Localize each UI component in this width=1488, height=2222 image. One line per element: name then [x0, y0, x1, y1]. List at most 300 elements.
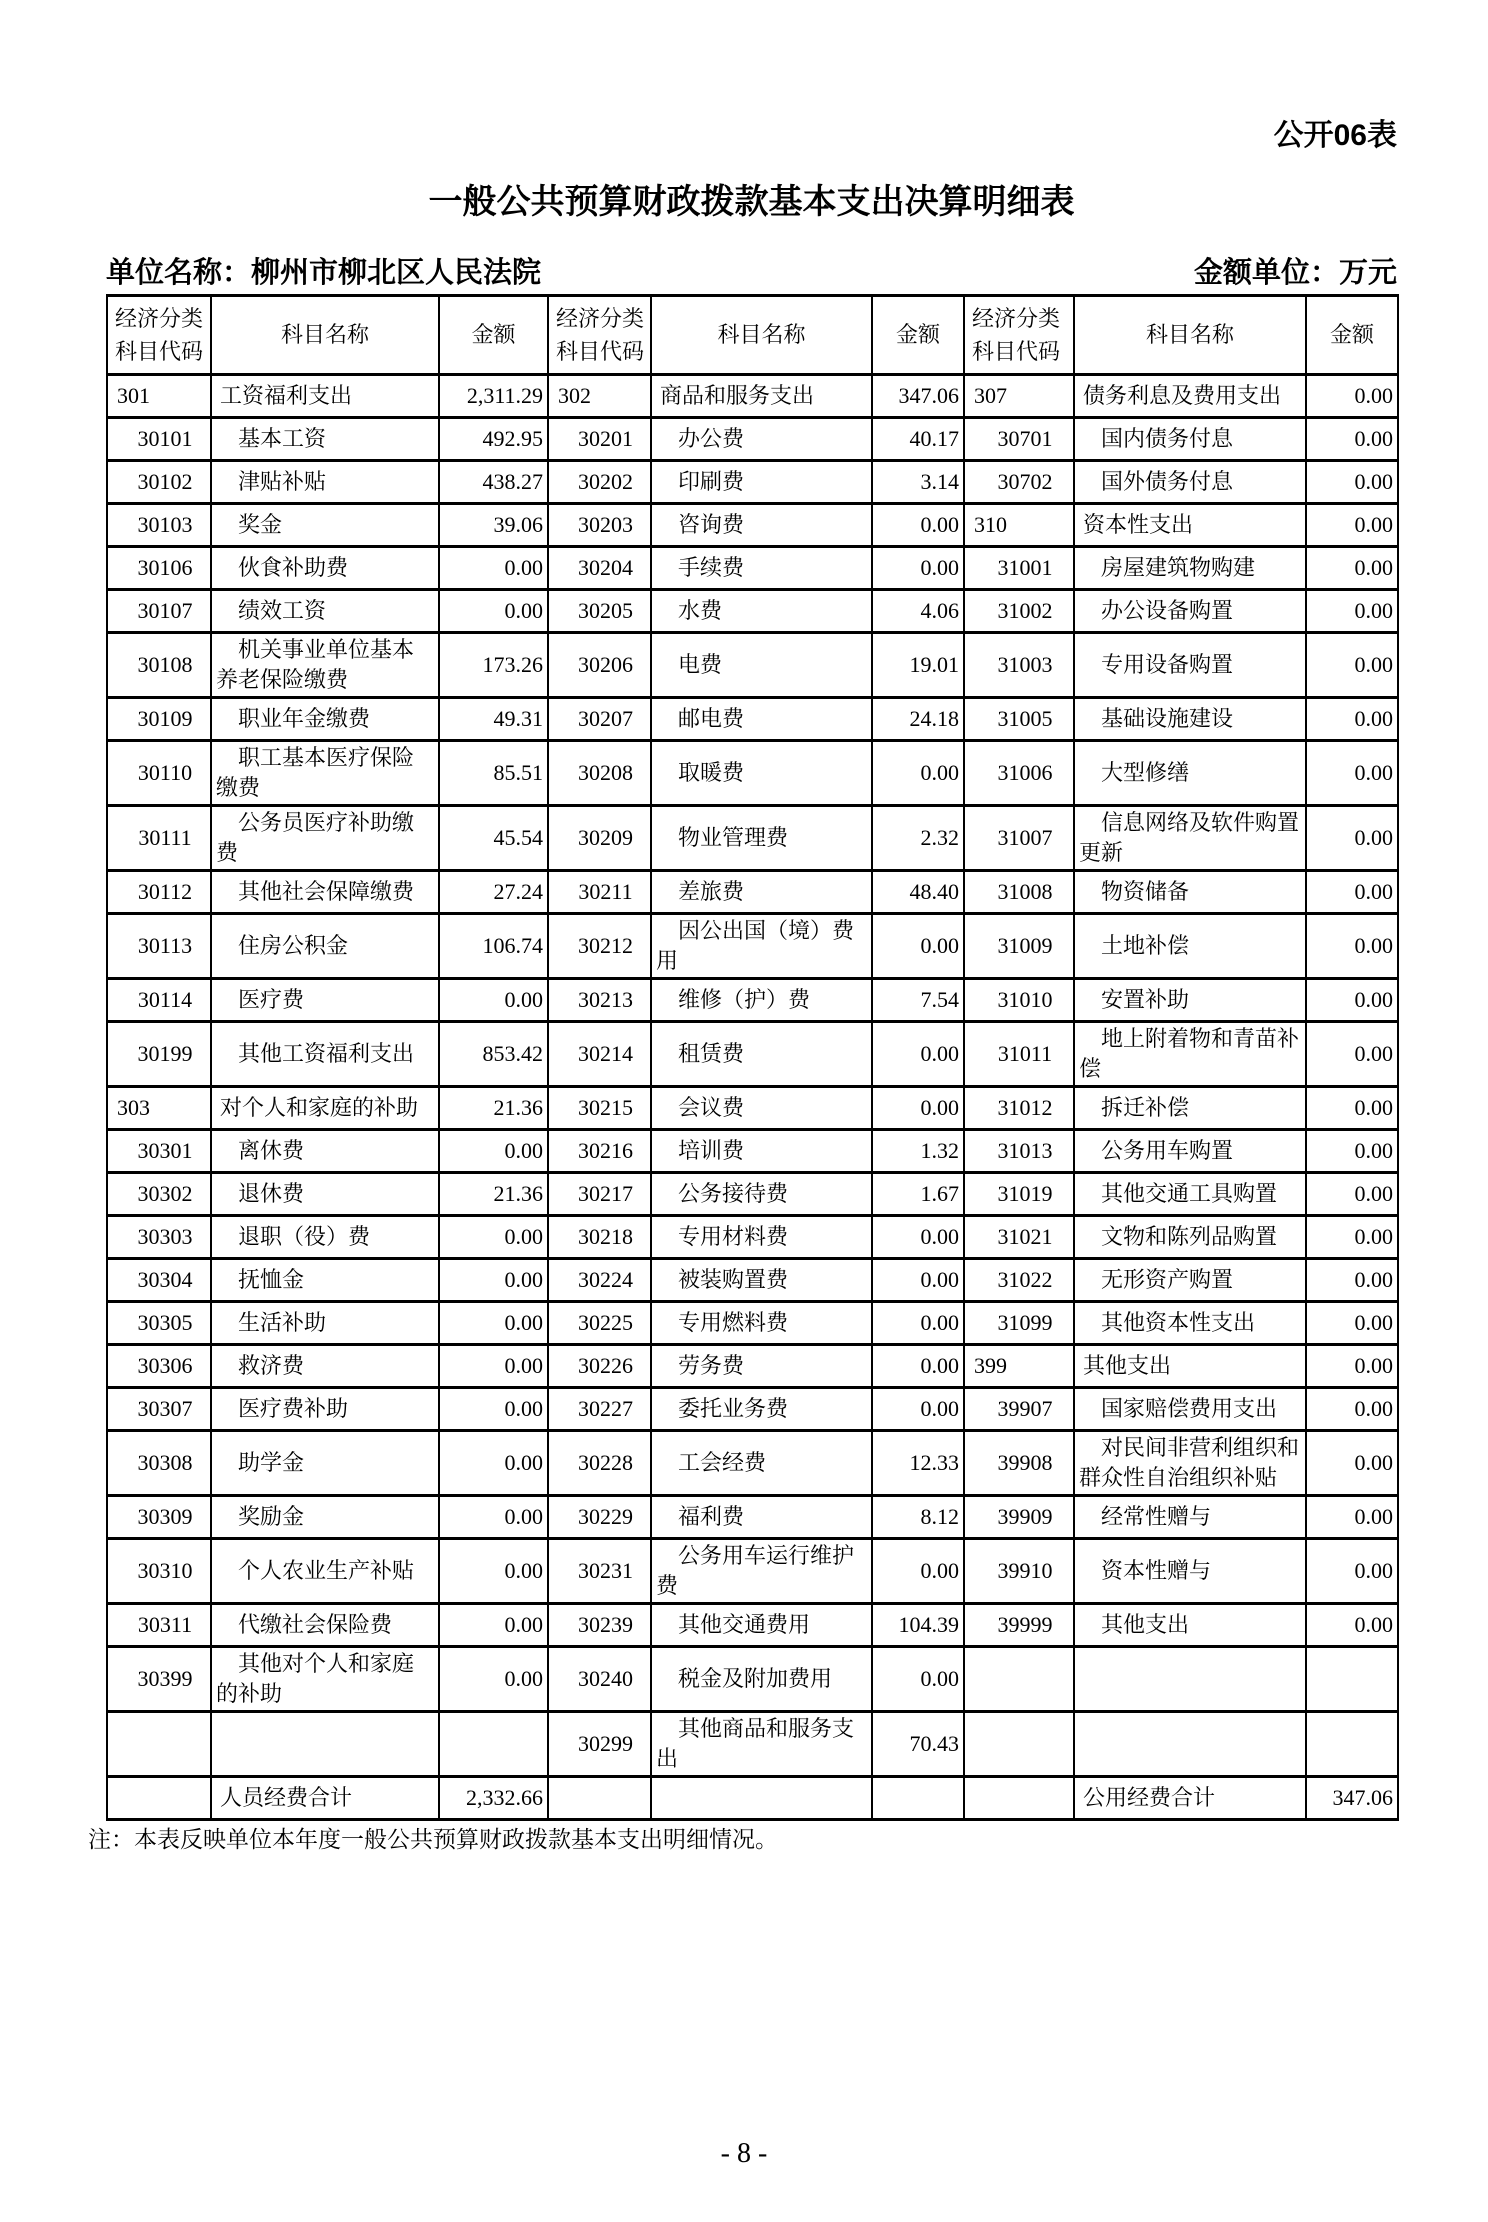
header-econ-code-line2: 科目代码 [115, 339, 204, 364]
econ-code-cell: 30201 [548, 418, 651, 461]
econ-code-cell: 30299 [548, 1712, 651, 1777]
amount-cell: 0.00 [872, 1302, 964, 1345]
amount-cell [1306, 1712, 1398, 1777]
amount-cell: 0.00 [872, 1259, 964, 1302]
subject-name-cell: 个人农业生产补贴 [211, 1539, 439, 1604]
econ-code-cell [964, 1647, 1074, 1712]
econ-code-cell: 310 [964, 504, 1074, 547]
econ-code-cell: 30103 [107, 504, 211, 547]
header-econ-code [964, 296, 1074, 375]
doc-label: 公开06表 [1273, 119, 1397, 152]
header-subject-name: 科目名称 [651, 296, 872, 375]
subject-name-cell: 伙食补助费 [211, 547, 439, 590]
econ-code-cell: 30309 [107, 1496, 211, 1539]
subject-name-cell: 信息网络及软件购置更新 [1074, 806, 1306, 871]
table-row [107, 1496, 1398, 1539]
amount-cell: 438.27 [439, 461, 548, 504]
amount-cell: 7.54 [872, 979, 964, 1022]
econ-code-cell: 31010 [964, 979, 1074, 1022]
amount-cell: 106.74 [439, 914, 548, 979]
table-row [107, 1388, 1398, 1431]
econ-code-cell: 30303 [107, 1216, 211, 1259]
subject-name-cell: 其他交通费用 [651, 1604, 872, 1647]
amount-cell: 39.06 [439, 504, 548, 547]
econ-code-cell: 30206 [548, 633, 651, 698]
econ-code-cell: 399 [964, 1345, 1074, 1388]
amount-cell: 0.00 [1306, 698, 1398, 741]
subject-name-cell: 退休费 [211, 1173, 439, 1216]
econ-code-cell: 30306 [107, 1345, 211, 1388]
econ-code-cell: 30114 [107, 979, 211, 1022]
table-row [107, 590, 1398, 633]
econ-code-cell [548, 1777, 651, 1820]
econ-code-cell: 30310 [107, 1539, 211, 1604]
econ-code-cell: 30204 [548, 547, 651, 590]
header-amount: 金额 [872, 296, 964, 375]
econ-code-cell: 30239 [548, 1604, 651, 1647]
econ-code-cell: 30205 [548, 590, 651, 633]
subject-name-cell: 大型修缮 [1074, 741, 1306, 806]
amount-cell: 0.00 [1306, 1302, 1398, 1345]
econ-code-cell: 30218 [548, 1216, 651, 1259]
subject-name-cell: 其他支出 [1074, 1345, 1306, 1388]
subject-name-cell: 津贴补贴 [211, 461, 439, 504]
econ-code-cell: 30110 [107, 741, 211, 806]
subject-name-cell: 医疗费 [211, 979, 439, 1022]
table-row [107, 633, 1398, 698]
amount-cell: 19.01 [872, 633, 964, 698]
econ-code-cell: 30229 [548, 1496, 651, 1539]
amount-cell: 0.00 [439, 1345, 548, 1388]
amount-cell: 0.00 [439, 1539, 548, 1604]
subject-name-cell: 专用燃料费 [651, 1302, 872, 1345]
subject-name-cell: 对个人和家庭的补助 [211, 1087, 439, 1130]
subject-name-cell: 税金及附加费用 [651, 1647, 872, 1712]
subject-name-cell: 退职（役）费 [211, 1216, 439, 1259]
econ-code-cell: 31012 [964, 1087, 1074, 1130]
header-subject-name: 科目名称 [1074, 296, 1306, 375]
amount-cell: 0.00 [1306, 871, 1398, 914]
subject-name-cell: 委托业务费 [651, 1388, 872, 1431]
amount-unit: 金额单位：万元 [1193, 257, 1397, 289]
table-row [107, 1431, 1398, 1496]
econ-code-cell: 30203 [548, 504, 651, 547]
subject-name-cell: 物资储备 [1074, 871, 1306, 914]
amount-cell: 0.00 [439, 1604, 548, 1647]
header-amount: 金额 [439, 296, 548, 375]
table-row [107, 1259, 1398, 1302]
amount-cell: 0.00 [1306, 1216, 1398, 1259]
table-row [107, 1130, 1398, 1173]
subject-name-cell: 住房公积金 [211, 914, 439, 979]
table-row [107, 1173, 1398, 1216]
econ-code-cell: 39907 [964, 1388, 1074, 1431]
econ-code-cell: 39999 [964, 1604, 1074, 1647]
subject-name-cell: 生活补助 [211, 1302, 439, 1345]
amount-cell: 0.00 [1306, 590, 1398, 633]
econ-code-cell: 30224 [548, 1259, 651, 1302]
econ-code-cell: 30311 [107, 1604, 211, 1647]
subject-name-cell: 其他支出 [1074, 1604, 1306, 1647]
subject-name-cell: 经常性赠与 [1074, 1496, 1306, 1539]
amount-cell: 104.39 [872, 1604, 964, 1647]
amount-cell: 0.00 [1306, 1173, 1398, 1216]
econ-code-cell: 30215 [548, 1087, 651, 1130]
econ-code-cell: 307 [964, 375, 1074, 418]
econ-code-cell: 30208 [548, 741, 651, 806]
amount-cell: 0.00 [1306, 1022, 1398, 1087]
econ-code-cell: 30399 [107, 1647, 211, 1712]
econ-code-cell: 30214 [548, 1022, 651, 1087]
econ-code-cell: 30202 [548, 461, 651, 504]
amount-cell: 0.00 [872, 547, 964, 590]
amount-cell: 0.00 [872, 1647, 964, 1712]
amount-cell: 24.18 [872, 698, 964, 741]
econ-code-cell: 30227 [548, 1388, 651, 1431]
subject-name-cell: 电费 [651, 633, 872, 698]
page-title: 一般公共预算财政拨款基本支出决算明细表 [428, 183, 1075, 221]
amount-cell: 0.00 [439, 1130, 548, 1173]
subject-name-cell: 专用设备购置 [1074, 633, 1306, 698]
table-row [107, 461, 1398, 504]
amount-cell: 0.00 [1306, 1604, 1398, 1647]
subject-name-cell: 维修（护）费 [651, 979, 872, 1022]
econ-code-cell: 30304 [107, 1259, 211, 1302]
econ-code-cell: 30108 [107, 633, 211, 698]
amount-cell: 0.00 [1306, 375, 1398, 418]
table-row [107, 1647, 1398, 1712]
econ-code-cell: 30207 [548, 698, 651, 741]
amount-cell: 1.32 [872, 1130, 964, 1173]
table-row [107, 1022, 1398, 1087]
header-econ-code [107, 296, 211, 375]
subject-name-cell: 基础设施建设 [1074, 698, 1306, 741]
subject-name-cell: 房屋建筑物购建 [1074, 547, 1306, 590]
subject-name-cell: 差旅费 [651, 871, 872, 914]
amount-cell: 27.24 [439, 871, 548, 914]
amount-cell: 1.67 [872, 1173, 964, 1216]
amount-cell: 45.54 [439, 806, 548, 871]
subject-name-cell: 债务利息及费用支出 [1074, 375, 1306, 418]
econ-code-cell [107, 1712, 211, 1777]
amount-cell [872, 1777, 964, 1820]
subject-name-cell: 公务员医疗补助缴费 [211, 806, 439, 871]
econ-code-cell: 30112 [107, 871, 211, 914]
econ-code-cell: 31003 [964, 633, 1074, 698]
document-page [0, 118, 1488, 1854]
econ-code-cell: 30216 [548, 1130, 651, 1173]
unit-name: 单位名称：柳州市柳北区人民法院 [106, 257, 542, 289]
amount-cell: 0.00 [439, 547, 548, 590]
amount-cell: 0.00 [872, 1087, 964, 1130]
subject-name-cell: 离休费 [211, 1130, 439, 1173]
amount-cell: 0.00 [1306, 547, 1398, 590]
econ-code-cell: 30213 [548, 979, 651, 1022]
table-row [107, 1302, 1398, 1345]
amount-cell: 0.00 [1306, 633, 1398, 698]
subject-name-cell: 无形资产购置 [1074, 1259, 1306, 1302]
econ-code-cell: 31008 [964, 871, 1074, 914]
table-row [107, 1539, 1398, 1604]
subject-name-cell: 地上附着物和青苗补偿 [1074, 1022, 1306, 1087]
econ-code-cell: 31001 [964, 547, 1074, 590]
subject-name-cell: 印刷费 [651, 461, 872, 504]
table-row [107, 741, 1398, 806]
econ-code-cell: 302 [548, 375, 651, 418]
amount-cell: 21.36 [439, 1087, 548, 1130]
subject-name-cell: 资本性支出 [1074, 504, 1306, 547]
subject-name-cell: 办公费 [651, 418, 872, 461]
subject-name-cell: 国内债务付息 [1074, 418, 1306, 461]
header-subject-name: 科目名称 [211, 296, 439, 375]
econ-code-cell: 31005 [964, 698, 1074, 741]
econ-code-cell: 39908 [964, 1431, 1074, 1496]
econ-code-cell: 30199 [107, 1022, 211, 1087]
subject-name-cell: 公务用车运行维护费 [651, 1539, 872, 1604]
subject-name-cell: 对民间非营利组织和群众性自治组织补贴 [1074, 1431, 1306, 1496]
amount-cell: 4.06 [872, 590, 964, 633]
amount-cell: 0.00 [1306, 979, 1398, 1022]
amount-cell: 0.00 [1306, 504, 1398, 547]
header-econ-code-line1: 经济分类 [115, 306, 204, 331]
table-header-row [107, 296, 1398, 375]
subject-name-cell: 代缴社会保险费 [211, 1604, 439, 1647]
econ-code-cell: 30702 [964, 461, 1074, 504]
subject-name-cell: 其他资本性支出 [1074, 1302, 1306, 1345]
subject-name-cell: 其他商品和服务支出 [651, 1712, 872, 1777]
econ-code-cell: 30231 [548, 1539, 651, 1604]
amount-cell: 0.00 [1306, 1087, 1398, 1130]
subject-name-cell: 公用经费合计 [1074, 1777, 1306, 1820]
econ-code-cell: 30228 [548, 1431, 651, 1496]
econ-code-cell: 30301 [107, 1130, 211, 1173]
table-row [107, 547, 1398, 590]
subject-name-cell: 专用材料费 [651, 1216, 872, 1259]
subject-name-cell: 资本性赠与 [1074, 1539, 1306, 1604]
subject-name-cell: 商品和服务支出 [651, 375, 872, 418]
subject-name-cell: 物业管理费 [651, 806, 872, 871]
header-econ-code-line2: 科目代码 [556, 339, 645, 364]
amount-cell: 12.33 [872, 1431, 964, 1496]
amount-cell: 0.00 [1306, 806, 1398, 871]
subject-name-cell: 绩效工资 [211, 590, 439, 633]
amount-cell: 0.00 [439, 1302, 548, 1345]
subject-name-cell: 职工基本医疗保险缴费 [211, 741, 439, 806]
subject-name-cell: 其他工资福利支出 [211, 1022, 439, 1087]
econ-code-cell: 30211 [548, 871, 651, 914]
header-amount: 金额 [1306, 296, 1398, 375]
amount-cell: 8.12 [872, 1496, 964, 1539]
amount-cell: 0.00 [1306, 1345, 1398, 1388]
amount-cell: 0.00 [439, 979, 548, 1022]
econ-code-cell: 31019 [964, 1173, 1074, 1216]
page-number: - 8 - [720, 2138, 768, 2169]
amount-cell: 0.00 [1306, 1431, 1398, 1496]
subject-name-cell: 助学金 [211, 1431, 439, 1496]
subject-name-cell: 其他社会保障缴费 [211, 871, 439, 914]
amount-cell: 0.00 [872, 504, 964, 547]
amount-cell [1306, 1647, 1398, 1712]
amount-cell: 48.40 [872, 871, 964, 914]
amount-cell: 0.00 [1306, 1539, 1398, 1604]
subject-name-cell: 救济费 [211, 1345, 439, 1388]
header-econ-code-line1: 经济分类 [556, 306, 645, 331]
econ-code-cell: 30217 [548, 1173, 651, 1216]
amount-cell: 49.31 [439, 698, 548, 741]
econ-code-cell: 31002 [964, 590, 1074, 633]
amount-cell: 173.26 [439, 633, 548, 698]
econ-code-cell: 30302 [107, 1173, 211, 1216]
econ-code-cell: 31013 [964, 1130, 1074, 1173]
econ-code-cell: 31009 [964, 914, 1074, 979]
econ-code-cell [107, 1777, 211, 1820]
amount-cell: 0.00 [1306, 1259, 1398, 1302]
amount-cell: 0.00 [439, 1496, 548, 1539]
subject-name-cell: 水费 [651, 590, 872, 633]
econ-code-cell: 30240 [548, 1647, 651, 1712]
subject-name-cell: 拆迁补偿 [1074, 1087, 1306, 1130]
econ-code-cell: 39909 [964, 1496, 1074, 1539]
amount-cell: 0.00 [1306, 741, 1398, 806]
budget-table [106, 294, 1399, 1821]
amount-cell: 85.51 [439, 741, 548, 806]
amount-cell: 0.00 [872, 1388, 964, 1431]
subject-name-cell: 医疗费补助 [211, 1388, 439, 1431]
econ-code-cell: 30305 [107, 1302, 211, 1345]
table-row [107, 504, 1398, 547]
table-row [107, 979, 1398, 1022]
subject-name-cell: 职业年金缴费 [211, 698, 439, 741]
amount-cell: 0.00 [1306, 1496, 1398, 1539]
econ-code-cell: 303 [107, 1087, 211, 1130]
header-econ-code-line2: 科目代码 [972, 339, 1061, 364]
amount-cell: 0.00 [439, 1216, 548, 1259]
amount-cell: 0.00 [872, 1216, 964, 1259]
amount-cell: 3.14 [872, 461, 964, 504]
header-econ-code-line1: 经济分类 [972, 306, 1061, 331]
amount-cell: 0.00 [1306, 418, 1398, 461]
amount-cell: 2,311.29 [439, 375, 548, 418]
subject-name-cell [211, 1712, 439, 1777]
econ-code-cell: 30102 [107, 461, 211, 504]
subject-name-cell: 因公出国（境）费用 [651, 914, 872, 979]
table-row [107, 1345, 1398, 1388]
econ-code-cell: 39910 [964, 1539, 1074, 1604]
amount-cell: 0.00 [439, 1259, 548, 1302]
subject-name-cell [1074, 1647, 1306, 1712]
amount-cell: 347.06 [872, 375, 964, 418]
amount-cell: 21.36 [439, 1173, 548, 1216]
subject-name-cell: 土地补偿 [1074, 914, 1306, 979]
econ-code-cell: 31099 [964, 1302, 1074, 1345]
amount-cell: 347.06 [1306, 1777, 1398, 1820]
subject-name-cell: 培训费 [651, 1130, 872, 1173]
subject-name-cell: 工资福利支出 [211, 375, 439, 418]
subject-name-cell: 基本工资 [211, 418, 439, 461]
subject-name-cell: 取暖费 [651, 741, 872, 806]
amount-cell: 492.95 [439, 418, 548, 461]
subject-name-cell: 福利费 [651, 1496, 872, 1539]
footnote: 注：本表反映单位本年度一般公共预算财政拨款基本支出明细情况。 [88, 1827, 778, 1852]
table-row [107, 1777, 1398, 1820]
econ-code-cell: 30209 [548, 806, 651, 871]
amount-cell: 0.00 [872, 741, 964, 806]
econ-code-cell: 30113 [107, 914, 211, 979]
subject-name-cell: 文物和陈列品购置 [1074, 1216, 1306, 1259]
econ-code-cell [964, 1777, 1074, 1820]
subject-name-cell: 抚恤金 [211, 1259, 439, 1302]
amount-cell: 0.00 [439, 1431, 548, 1496]
subject-name-cell [651, 1777, 872, 1820]
subject-name-cell: 安置补助 [1074, 979, 1306, 1022]
subject-name-cell: 会议费 [651, 1087, 872, 1130]
subject-name-cell: 人员经费合计 [211, 1777, 439, 1820]
table-meta-row [106, 256, 1397, 290]
subject-name-cell: 奖金 [211, 504, 439, 547]
subject-name-cell: 公务用车购置 [1074, 1130, 1306, 1173]
econ-code-cell: 30109 [107, 698, 211, 741]
subject-name-cell: 邮电费 [651, 698, 872, 741]
amount-cell: 0.00 [439, 1388, 548, 1431]
subject-name-cell: 奖励金 [211, 1496, 439, 1539]
econ-code-cell: 30308 [107, 1431, 211, 1496]
subject-name-cell: 国家赔偿费用支出 [1074, 1388, 1306, 1431]
table-row [107, 1216, 1398, 1259]
table-row [107, 914, 1398, 979]
subject-name-cell: 其他交通工具购置 [1074, 1173, 1306, 1216]
subject-name-cell: 其他对个人和家庭的补助 [211, 1647, 439, 1712]
table-row [107, 1712, 1398, 1777]
amount-cell: 0.00 [1306, 1130, 1398, 1173]
econ-code-cell: 30101 [107, 418, 211, 461]
subject-name-cell: 机关事业单位基本养老保险缴费 [211, 633, 439, 698]
econ-code-cell: 30111 [107, 806, 211, 871]
amount-cell: 0.00 [872, 1022, 964, 1087]
amount-cell: 40.17 [872, 418, 964, 461]
amount-cell: 0.00 [1306, 1388, 1398, 1431]
table-row [107, 1604, 1398, 1647]
amount-cell: 0.00 [439, 1647, 548, 1712]
table-row [107, 418, 1398, 461]
amount-cell: 0.00 [1306, 461, 1398, 504]
subject-name-cell: 租赁费 [651, 1022, 872, 1087]
econ-code-cell: 31022 [964, 1259, 1074, 1302]
amount-cell: 0.00 [439, 590, 548, 633]
subject-name-cell: 劳务费 [651, 1345, 872, 1388]
budget-table-body [107, 296, 1398, 1820]
table-row [107, 698, 1398, 741]
subject-name-cell [1074, 1712, 1306, 1777]
subject-name-cell: 办公设备购置 [1074, 590, 1306, 633]
econ-code-cell: 31021 [964, 1216, 1074, 1259]
subject-name-cell: 被装购置费 [651, 1259, 872, 1302]
econ-code-cell: 30225 [548, 1302, 651, 1345]
amount-cell: 0.00 [1306, 914, 1398, 979]
econ-code-cell: 31007 [964, 806, 1074, 871]
table-row [107, 375, 1398, 418]
header-econ-code [548, 296, 651, 375]
econ-code-cell [964, 1712, 1074, 1777]
amount-cell: 0.00 [872, 1345, 964, 1388]
econ-code-cell: 31006 [964, 741, 1074, 806]
econ-code-cell: 30212 [548, 914, 651, 979]
table-row [107, 1087, 1398, 1130]
amount-cell: 2.32 [872, 806, 964, 871]
table-row [107, 806, 1398, 871]
amount-cell: 853.42 [439, 1022, 548, 1087]
subject-name-cell: 工会经费 [651, 1431, 872, 1496]
table-row [107, 871, 1398, 914]
